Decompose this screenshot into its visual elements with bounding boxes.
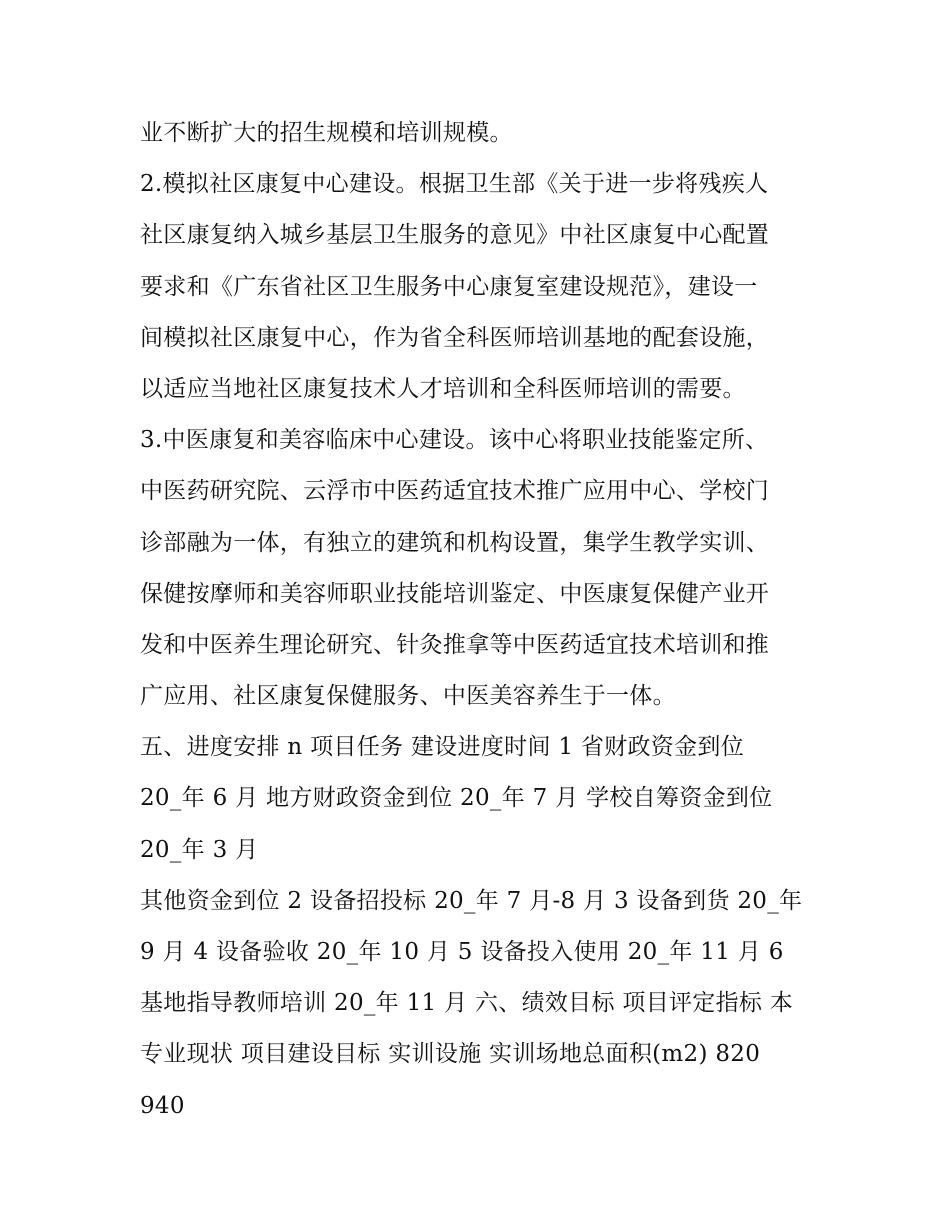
text-line: 940 bbox=[140, 1092, 185, 1119]
text-line: 发和中医养生理论研究、针灸推拿等中医药适宜技术培训和推 bbox=[140, 631, 770, 658]
text-line: 其他资金到位 2 设备招投标 20_年 7 月-8 月 3 设备到货 20_年 bbox=[140, 887, 803, 914]
text-line: 基地指导教师培训 20_年 11 月 六、绩效目标 项目评定指标 本 bbox=[140, 990, 794, 1017]
text-line: 3.中医康复和美容临床中心建设。该中心将职业技能鉴定所、 bbox=[140, 427, 769, 454]
text-line: 20_年 6 月 地方财政资金到位 20_年 7 月 学校自筹资金到位 bbox=[140, 785, 773, 812]
text-line: 保健按摩师和美容师职业技能培训鉴定、中医康复保健产业开 bbox=[140, 580, 770, 607]
text-line: 要求和《广东省社区卫生服务中心康复室建设规范》，建设一 bbox=[140, 273, 758, 300]
text-line: 中医药研究院、云浮市中医药适宜技术推广应用中心、学校门 bbox=[140, 478, 770, 505]
text-line: 2.模拟社区康复中心建设。根据卫生部《关于进一步将残疾人 bbox=[140, 171, 769, 198]
text-line: 9 月 4 设备验收 20_年 10 月 5 设备投入使用 20_年 11 月 6 bbox=[140, 939, 784, 965]
text-line: 广应用、社区康复保健服务、中医美容养生于一体。 bbox=[140, 683, 676, 710]
text-line: 业不断扩大的招生规模和培训规模。 bbox=[140, 120, 513, 146]
text-line: 五、进度安排 n 项目任务 建设进度时间 1 省财政资金到位 bbox=[140, 734, 745, 761]
text-line: 以适应当地社区康复技术人才培训和全科医师培训的需要。 bbox=[140, 375, 746, 402]
text-line: 社区康复纳入城乡基层卫生服务的意见》中社区康复中心配置 bbox=[140, 222, 770, 249]
text-line: 20_年 3 月 bbox=[140, 836, 259, 863]
document-body bbox=[140, 108, 830, 1132]
text-line: 专业现状 项目建设目标 实训设施 实训场地总面积(m2) 820 bbox=[140, 1041, 761, 1068]
text-line: 诊部融为一体，有独立的建筑和机构设置，集学生教学实训、 bbox=[140, 529, 770, 556]
text-line: 间模拟社区康复中心，作为省全科医师培训基地的配套设施， bbox=[140, 324, 770, 351]
